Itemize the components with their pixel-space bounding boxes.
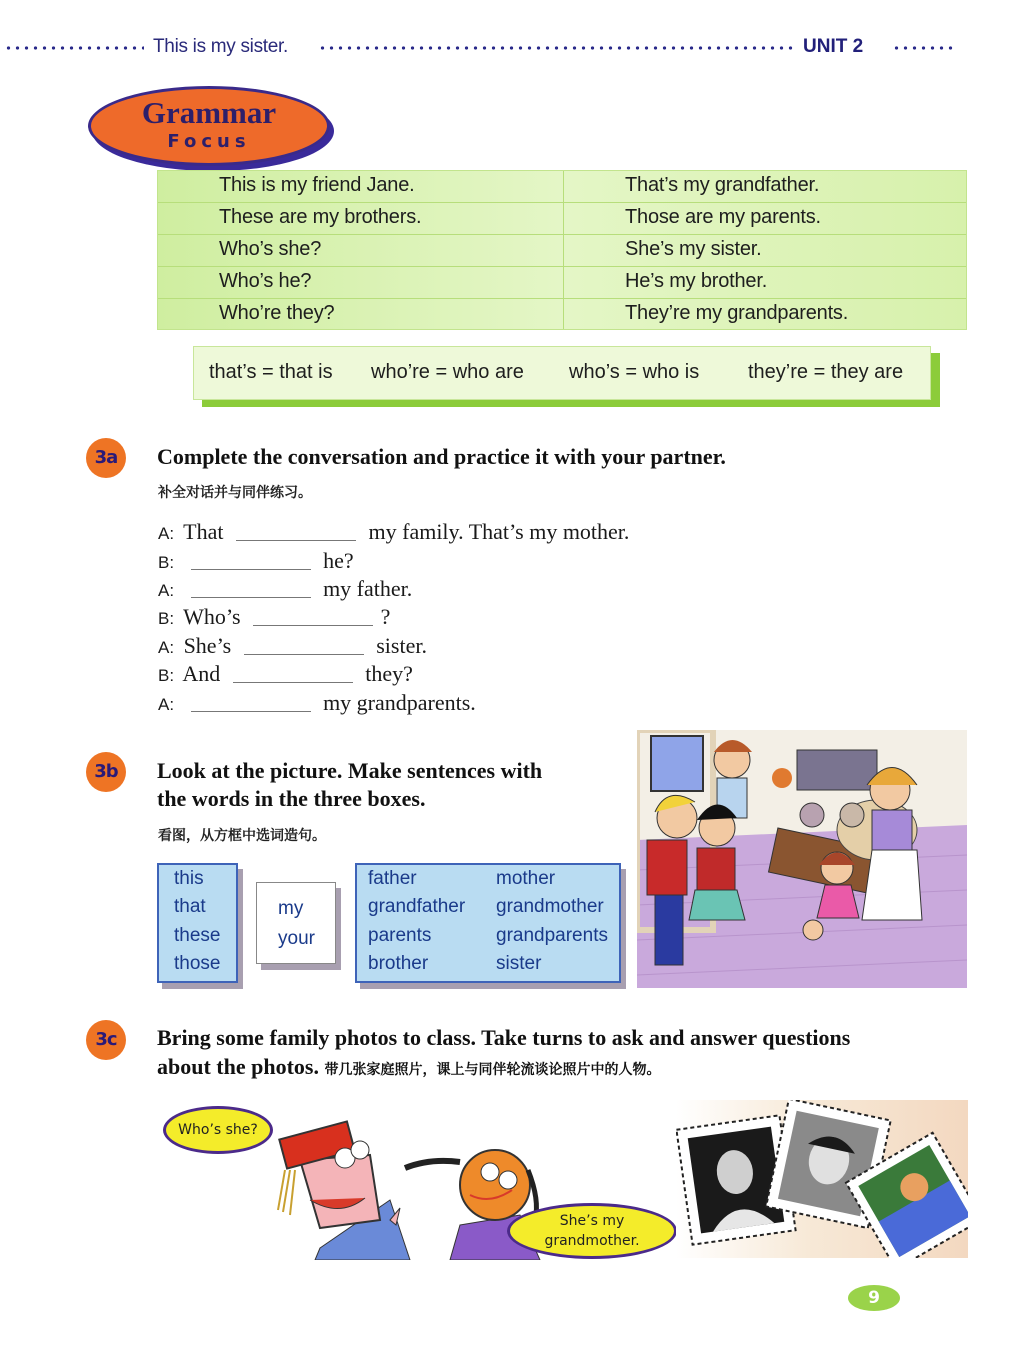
- grammar-focus-subtitle: Focus: [167, 131, 251, 152]
- conversation-line: [158, 519, 629, 547]
- speaker-label: A:: [158, 581, 175, 600]
- table-row: [158, 203, 966, 235]
- speaker-label: B:: [158, 666, 175, 685]
- contraction-item: that’s = that is: [209, 361, 333, 383]
- table-row: [158, 235, 966, 267]
- answer-blank[interactable]: [236, 519, 356, 541]
- speech-bubble-answer: [507, 1203, 677, 1259]
- line-suffix: sister.: [376, 633, 427, 658]
- word-item: grandparents: [496, 925, 608, 946]
- table-cell-left: This is my friend Jane.: [219, 174, 415, 196]
- word-item: mother: [496, 868, 556, 889]
- header-dots-middle: [318, 45, 796, 51]
- answer-input[interactable]: [191, 694, 311, 716]
- word-item: this: [174, 868, 204, 889]
- line-suffix: my father.: [323, 576, 413, 601]
- conversation-line: [158, 690, 476, 718]
- answer-blank[interactable]: [233, 661, 353, 683]
- contraction-item: they’re = they are: [748, 361, 904, 383]
- speaker-label: A:: [158, 524, 175, 543]
- speaker-label: A:: [158, 638, 175, 657]
- speaker-label: A:: [158, 695, 175, 714]
- section-3a-instruction-cn: 补全对话并与同伴练习。: [158, 485, 312, 501]
- table-cell-left: These are my brothers.: [219, 206, 422, 228]
- answer-input[interactable]: [244, 637, 364, 659]
- contraction-item: who’re = who are: [371, 361, 524, 383]
- speech-text: Who’s she?: [178, 1122, 258, 1138]
- table-cell-right: Those are my parents.: [625, 206, 821, 228]
- conversation-line: [158, 604, 390, 632]
- line-suffix: my family. That’s my mother.: [368, 519, 630, 544]
- section-3c-instruction-line2: [157, 1053, 660, 1084]
- conversation-line: [158, 576, 412, 604]
- kids-cartoon-illustration: [160, 1100, 680, 1260]
- table-cell-right: He’s my brother.: [625, 270, 768, 292]
- section-3c-instruction-line1: Bring some family photos to class. Take turns to ask and answer questions: [157, 1025, 851, 1050]
- section-badge-3b: 3b: [86, 752, 126, 792]
- unit-label: UNIT 2: [803, 36, 864, 57]
- word-item: my: [278, 898, 304, 919]
- answer-blank[interactable]: [253, 604, 373, 626]
- word-item: grandmother: [496, 896, 604, 917]
- word-box-demonstratives: [157, 863, 238, 983]
- header-dots-left: [4, 45, 144, 51]
- speech-bubble-question: [163, 1106, 273, 1154]
- answer-blank[interactable]: [191, 548, 311, 570]
- conversation-line: [158, 548, 354, 576]
- answer-blank[interactable]: [191, 690, 311, 712]
- table-cell-left: Who’s she?: [219, 238, 322, 260]
- table-cell-right: That’s my grandfather.: [625, 174, 820, 196]
- table-row: [158, 299, 966, 331]
- section-badge-3c: 3c: [86, 1020, 126, 1060]
- conversation-line: [158, 633, 427, 661]
- answer-input[interactable]: [236, 523, 356, 545]
- answer-blank[interactable]: [191, 576, 311, 598]
- grammar-focus-badge: [88, 86, 330, 166]
- line-suffix: they?: [365, 661, 413, 686]
- word-item: grandfather: [368, 896, 466, 917]
- answer-blank[interactable]: [244, 633, 364, 655]
- table-cell-right: They’re my grandparents.: [625, 302, 849, 324]
- page-header: [0, 34, 1024, 64]
- family-photos-image: [676, 1100, 968, 1258]
- contractions-box: [193, 346, 931, 400]
- speech-text: grandmother.: [544, 1233, 640, 1249]
- word-box-family-members: [355, 863, 621, 983]
- section-badge-3a: 3a: [86, 438, 126, 478]
- word-item: those: [174, 953, 221, 974]
- header-dots-right: [892, 45, 956, 51]
- lesson-title: This is my sister.: [153, 36, 289, 57]
- line-suffix: my grandparents.: [323, 690, 476, 715]
- section-3b-instruction-cn: 看图，从方框中选词造句。: [158, 828, 326, 844]
- contraction-item: who’s = who is: [569, 361, 700, 383]
- grammar-table: [157, 170, 967, 330]
- answer-input[interactable]: [233, 665, 353, 687]
- speaker-label: B:: [158, 609, 175, 628]
- word-item: parents: [368, 925, 432, 946]
- word-box-possessives: [256, 882, 336, 964]
- grammar-focus-title: Grammar: [141, 95, 277, 130]
- speaker-label: B:: [158, 553, 175, 572]
- line-suffix: he?: [323, 548, 354, 573]
- instruction-text-cn: 带几张家庭照片，课上与同伴轮流谈论照片中的人物。: [324, 1062, 661, 1078]
- word-item: these: [174, 925, 221, 946]
- line-prefix: Who’s: [183, 604, 241, 629]
- line-prefix: That: [183, 519, 224, 544]
- word-item: brother: [368, 953, 429, 974]
- answer-input[interactable]: [191, 552, 311, 574]
- page-number: 9: [848, 1285, 900, 1311]
- table-row: [158, 171, 966, 203]
- answer-input[interactable]: [253, 608, 373, 630]
- section-3b-instruction-line2: the words in the three boxes.: [157, 786, 426, 811]
- table-cell-left: Who’re they?: [219, 302, 335, 324]
- line-suffix: ?: [380, 604, 391, 629]
- instruction-text: about the photos.: [157, 1054, 319, 1079]
- family-scene-illustration: [637, 730, 967, 988]
- line-prefix: She’s: [183, 633, 232, 658]
- speech-text: She’s my: [559, 1213, 625, 1229]
- word-item: that: [174, 896, 206, 917]
- conversation-line: [158, 661, 413, 689]
- table-row: [158, 267, 966, 299]
- table-cell-left: Who’s he?: [219, 270, 312, 292]
- word-item: your: [278, 928, 315, 949]
- word-item: father: [368, 868, 417, 889]
- section-3b-instruction-line1: Look at the picture. Make sentences with: [157, 758, 543, 783]
- family-photos-illustration: [676, 1100, 968, 1258]
- family-scene-image: [637, 730, 967, 988]
- line-prefix: And: [182, 661, 221, 686]
- table-cell-right: She’s my sister.: [625, 238, 762, 260]
- section-3a-instruction: Complete the conversation and practice it with your partner.: [157, 444, 726, 469]
- word-item: sister: [496, 953, 542, 974]
- answer-input[interactable]: [191, 580, 311, 602]
